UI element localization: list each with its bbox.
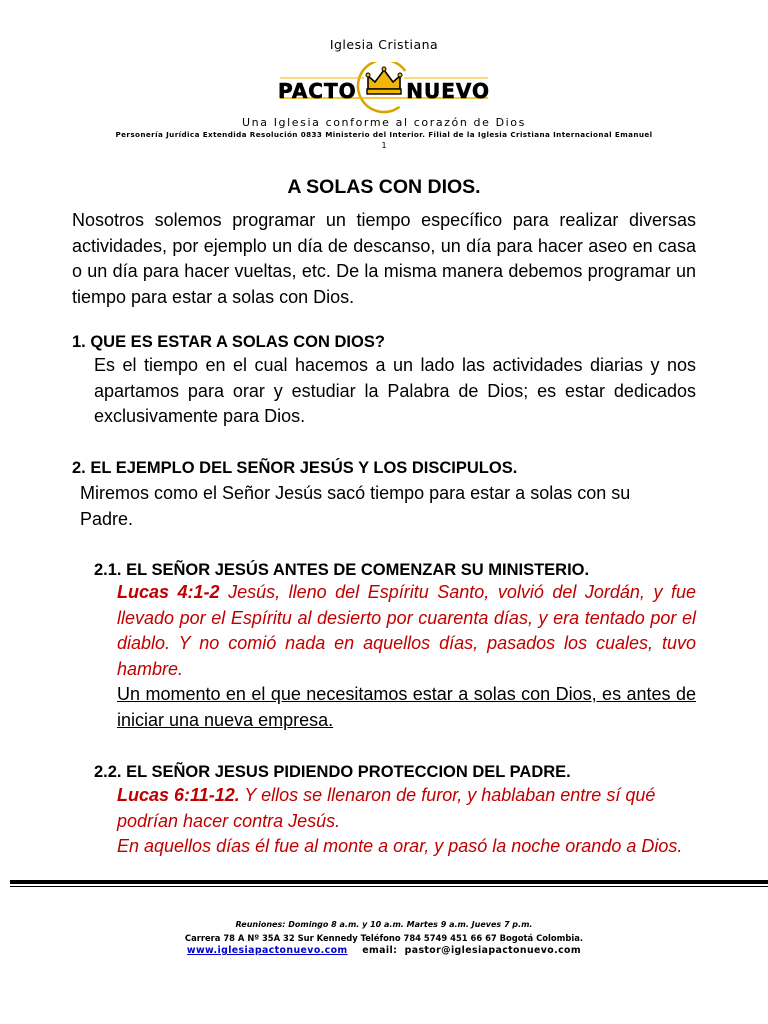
section-1-heading: 1. QUE ES ESTAR A SOLAS CON DIOS? [72,333,385,351]
scripture-verse: Jesús, lleno del Espíritu Santo, volvió del Jordán, y fue llevado por el Espíritu al desierto por cuarenta días, y era tentado por el diablo. Y no comió nada en aquellos días, pasados los cuales, tuvo hambre. [117,582,696,679]
section-2-2-heading: 2.2. EL SEÑOR JESUS PIDIENDO PROTECCION DEL PADRE. [94,763,571,781]
logo-text-right: NUEVO [406,79,490,103]
meeting-times: Reuniones: Domingo 8 a.m. y 10 a.m. Martes 9 a.m. Jueves 7 p.m. [235,920,533,929]
website-link[interactable]: www.iglesiapactonuevo.com [186,945,348,956]
footer-divider-thin [10,886,768,887]
document-title: A SOLAS CON DIOS. [287,176,481,198]
email-label: email: [362,945,398,956]
page-number: 1 [381,141,387,150]
scripture-ref: Lucas 6:11-12. [117,785,240,805]
logo-text-left: PACTO [278,79,357,103]
section-2-heading: 2. EL EJEMPLO DEL SEÑOR JESÚS Y LOS DISCIPULOS. [72,459,518,477]
contact-line [0,945,768,956]
church-logo [272,62,496,120]
scripture-verse-2: En aquellos días él fue al monte a orar, y pasó la noche orando a Dios. [117,836,683,856]
section-2-1-note: Un momento en el que necesitamos estar a solas con Dios, es antes de iniciar una nueva empresa. [117,684,696,730]
email-address[interactable]: pastor@iglesiapactonuevo.com [404,945,582,956]
intro-paragraph: Nosotros solemos programar un tiempo específico para realizar diversas actividades, por ejemplo un día de descanso, un día para hacer aseo en casa o un día para hacer vueltas, etc. De la misma manera debemos programar un tiempo para estar a solas con Dios. [72,210,696,307]
scripture-verse: Y ellos se llenaron de furor, y hablaban entre sí qué podrían hacer contra Jesús. [117,785,656,831]
church-name: Iglesia Cristiana [329,37,439,52]
section-2-2-verse-block [117,783,696,860]
tagline: Una Iglesia conforme al corazón de Dios [242,116,526,129]
section-2-body: Miremos como el Señor Jesús sacó tiempo para estar a solas con su Padre. [80,483,631,529]
section-2-1-verse-block [117,580,696,682]
footer-divider [10,880,768,884]
legal-notice: Personería Jurídica Extendida Resolución 0833 Ministerio del Interior. Filial de la Iglesia Cristiana Internacional Emanuel [115,130,653,139]
section-1-body: Es el tiempo en el cual hacemos a un lado las actividades diarias y nos apartamos para orar y estudiar la Palabra de Dios; es estar dedicados exclusivamente para Dios. [94,355,696,426]
section-2-1-heading: 2.1. EL SEÑOR JESÚS ANTES DE COMENZAR SU MINISTERIO. [94,561,590,579]
church-address: Carrera 78 A Nº 35A 32 Sur Kennedy Teléfono 784 5749 451 66 67 Bogotá Colombia. [184,933,584,943]
scripture-ref: Lucas 4:1-2 [117,582,220,602]
